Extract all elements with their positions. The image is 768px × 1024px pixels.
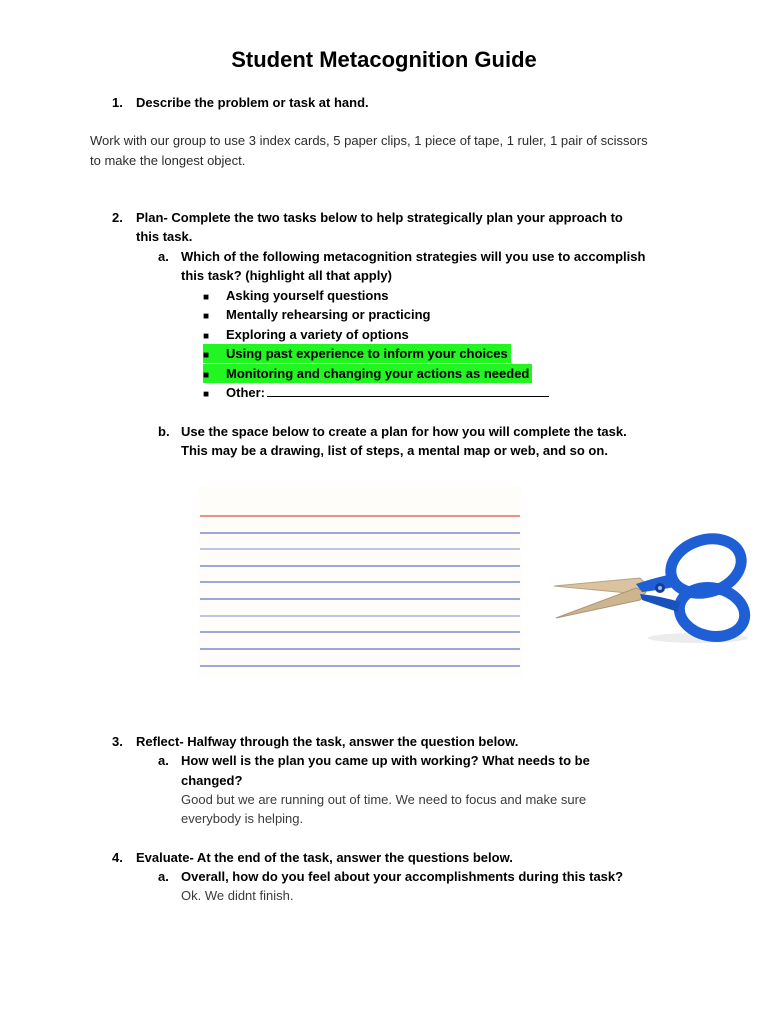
q2a-letter: a. [158, 249, 169, 264]
strategy-option-label: Mentally rehearsing or practicing [226, 307, 431, 322]
strategy-option-label: Exploring a variety of options [226, 327, 409, 342]
bullet-square-icon: ■ [203, 311, 210, 322]
bullet-square-icon: ■ [203, 389, 210, 400]
q3a-line1: How well is the plan you came up with working? What needs to be [181, 753, 590, 768]
q2b-letter: b. [158, 424, 170, 439]
q4-number: 4. [112, 850, 123, 865]
q4-prompt: Evaluate- At the end of the task, answer the questions below. [136, 850, 513, 865]
q2a-line2: this task? (highlight all that apply) [181, 268, 392, 283]
strategy-option-highlighted [203, 344, 511, 363]
q1-answer: Work with our group to use 3 index cards, 5 paper clips, 1 piece of tape, 1 ruler, 1 pair of scissors to make the longest object. [90, 133, 648, 168]
page-title: Student Metacognition Guide [231, 47, 537, 72]
scissors-icon [548, 528, 753, 653]
strategy-option [203, 286, 389, 305]
lined-paper-icon [198, 486, 522, 676]
bullet-square-icon: ■ [203, 370, 210, 381]
bullet-square-icon: ■ [203, 331, 210, 342]
q2-prompt-line2: this task. [136, 229, 193, 244]
q4a-answer: Ok. We didnt finish. [181, 888, 294, 903]
q4a-question: Overall, how do you feel about your accomplishments during this task? [181, 869, 624, 884]
strategy-option-other [203, 383, 549, 402]
bullet-square-icon: ■ [203, 350, 210, 361]
strategy-option-label: Using past experience to inform your choices [226, 346, 508, 361]
q3a-letter: a. [158, 753, 169, 768]
strategy-option-highlighted [203, 364, 532, 383]
q3-number: 3. [112, 734, 123, 749]
strategy-option [203, 325, 409, 344]
other-blank-line [267, 384, 549, 397]
q1-number: 1. [112, 95, 123, 110]
q3-prompt: Reflect- Halfway through the task, answer the question below. [136, 734, 519, 749]
q4a-letter: a. [158, 869, 169, 884]
strategy-option-label: Monitoring and changing your actions as needed [226, 366, 530, 381]
q2b-line1: Use the space below to create a plan for how you will complete the task. [181, 424, 627, 439]
q2-number: 2. [112, 210, 123, 225]
q2-prompt-line1: Plan- Complete the two tasks below to help strategically plan your approach to [136, 210, 623, 225]
q1-prompt: Describe the problem or task at hand. [136, 95, 369, 110]
bullet-square-icon: ■ [203, 292, 210, 303]
q3a-line2: changed? [181, 773, 243, 788]
q2b-line2: This may be a drawing, list of steps, a mental map or web, and so on. [181, 443, 608, 458]
q3a-answer-line1: Good but we are running out of time. We need to focus and make sure [181, 792, 587, 807]
strategy-option-label: Asking yourself questions [226, 288, 389, 303]
q3a-answer-line2: everybody is helping. [181, 811, 304, 826]
strategy-option [203, 305, 430, 324]
q2a-line1: Which of the following metacognition strategies will you use to accomplish [181, 249, 646, 264]
other-label: Other: [226, 385, 265, 400]
